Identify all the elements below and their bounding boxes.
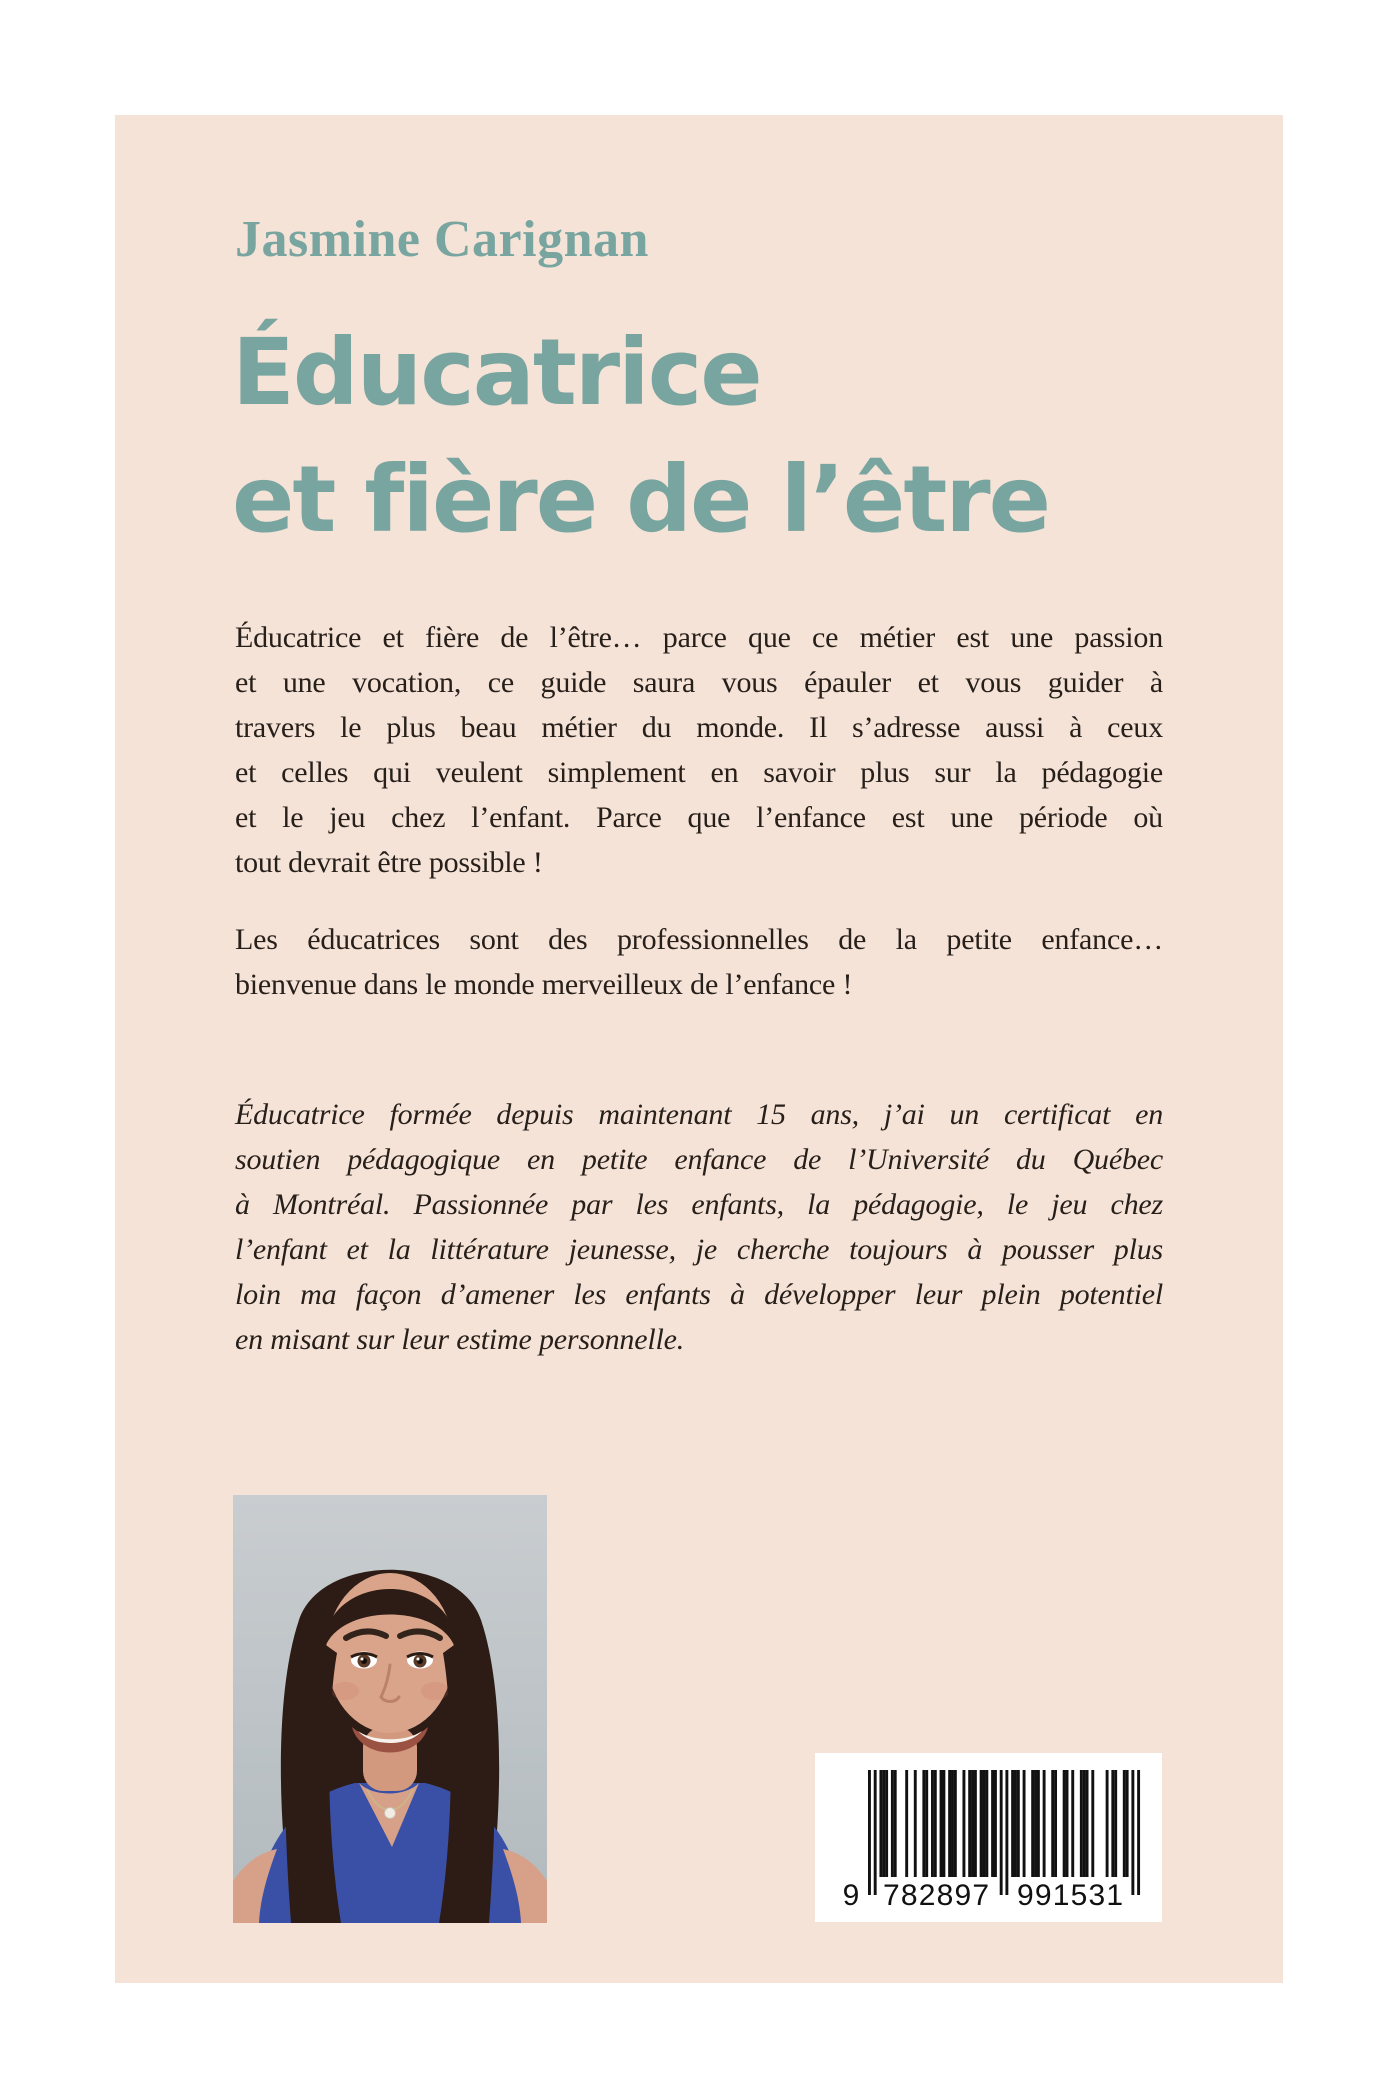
synopsis-line: Les éducatrices sont des professionnelles de la petite enfance… — [235, 923, 1163, 956]
book-title-line1: Éducatrice — [232, 319, 761, 426]
author-bio-paragraph — [235, 1092, 1163, 1362]
book-title — [232, 309, 1049, 563]
synopsis-line: travers le plus beau métier du monde. Il s’adresse aussi à ceux — [235, 711, 1163, 744]
bio-line: en misant sur leur estime personnelle. — [235, 1323, 685, 1356]
synopsis-line: tout devrait être possible ! — [235, 846, 543, 879]
isbn-barcode — [815, 1753, 1162, 1922]
barcode-graphic — [815, 1753, 1162, 1922]
barcode-digit-group2: 991531 — [1017, 1879, 1123, 1912]
synopsis-line: Éducatrice et fière de l’être… parce que ce métier est une passion — [235, 621, 1163, 654]
book-title-line2: et fière de l’être — [232, 446, 1050, 553]
bio-line: l’enfant et la littérature jeunesse, je cherche toujours à pousser plus — [235, 1233, 1163, 1266]
synopsis-line: et celles qui veulent simplement en savoir plus sur la pédagogie — [235, 756, 1163, 789]
author-portrait-illustration — [233, 1495, 547, 1923]
synopsis-paragraph-2 — [235, 917, 1163, 1007]
synopsis-line: bienvenue dans le monde merveilleux de l’enfance ! — [235, 968, 853, 1001]
bio-line: loin ma façon d’amener les enfants à développer leur plein potentiel — [235, 1278, 1163, 1311]
author-name: Jasmine Carignan — [235, 211, 649, 268]
bio-line: soutien pédagogique en petite enfance de l’Université du Québec — [235, 1143, 1163, 1176]
bio-line: Éducatrice formée depuis maintenant 15 ans, j’ai un certificat en — [235, 1098, 1163, 1131]
synopsis-line: et une vocation, ce guide saura vous épauler et vous guider à — [235, 666, 1163, 699]
cover-panel — [115, 115, 1283, 1983]
synopsis-line: et le jeu chez l’enfant. Parce que l’enfance est une période où — [235, 801, 1163, 834]
bio-line: à Montréal. Passionnée par les enfants, la pédagogie, le jeu chez — [235, 1188, 1163, 1221]
author-photo — [233, 1495, 547, 1923]
barcode-digit-group1: 782897 — [883, 1879, 989, 1912]
synopsis-paragraph-1 — [235, 615, 1163, 885]
barcode-digit-first: 9 — [842, 1879, 860, 1912]
